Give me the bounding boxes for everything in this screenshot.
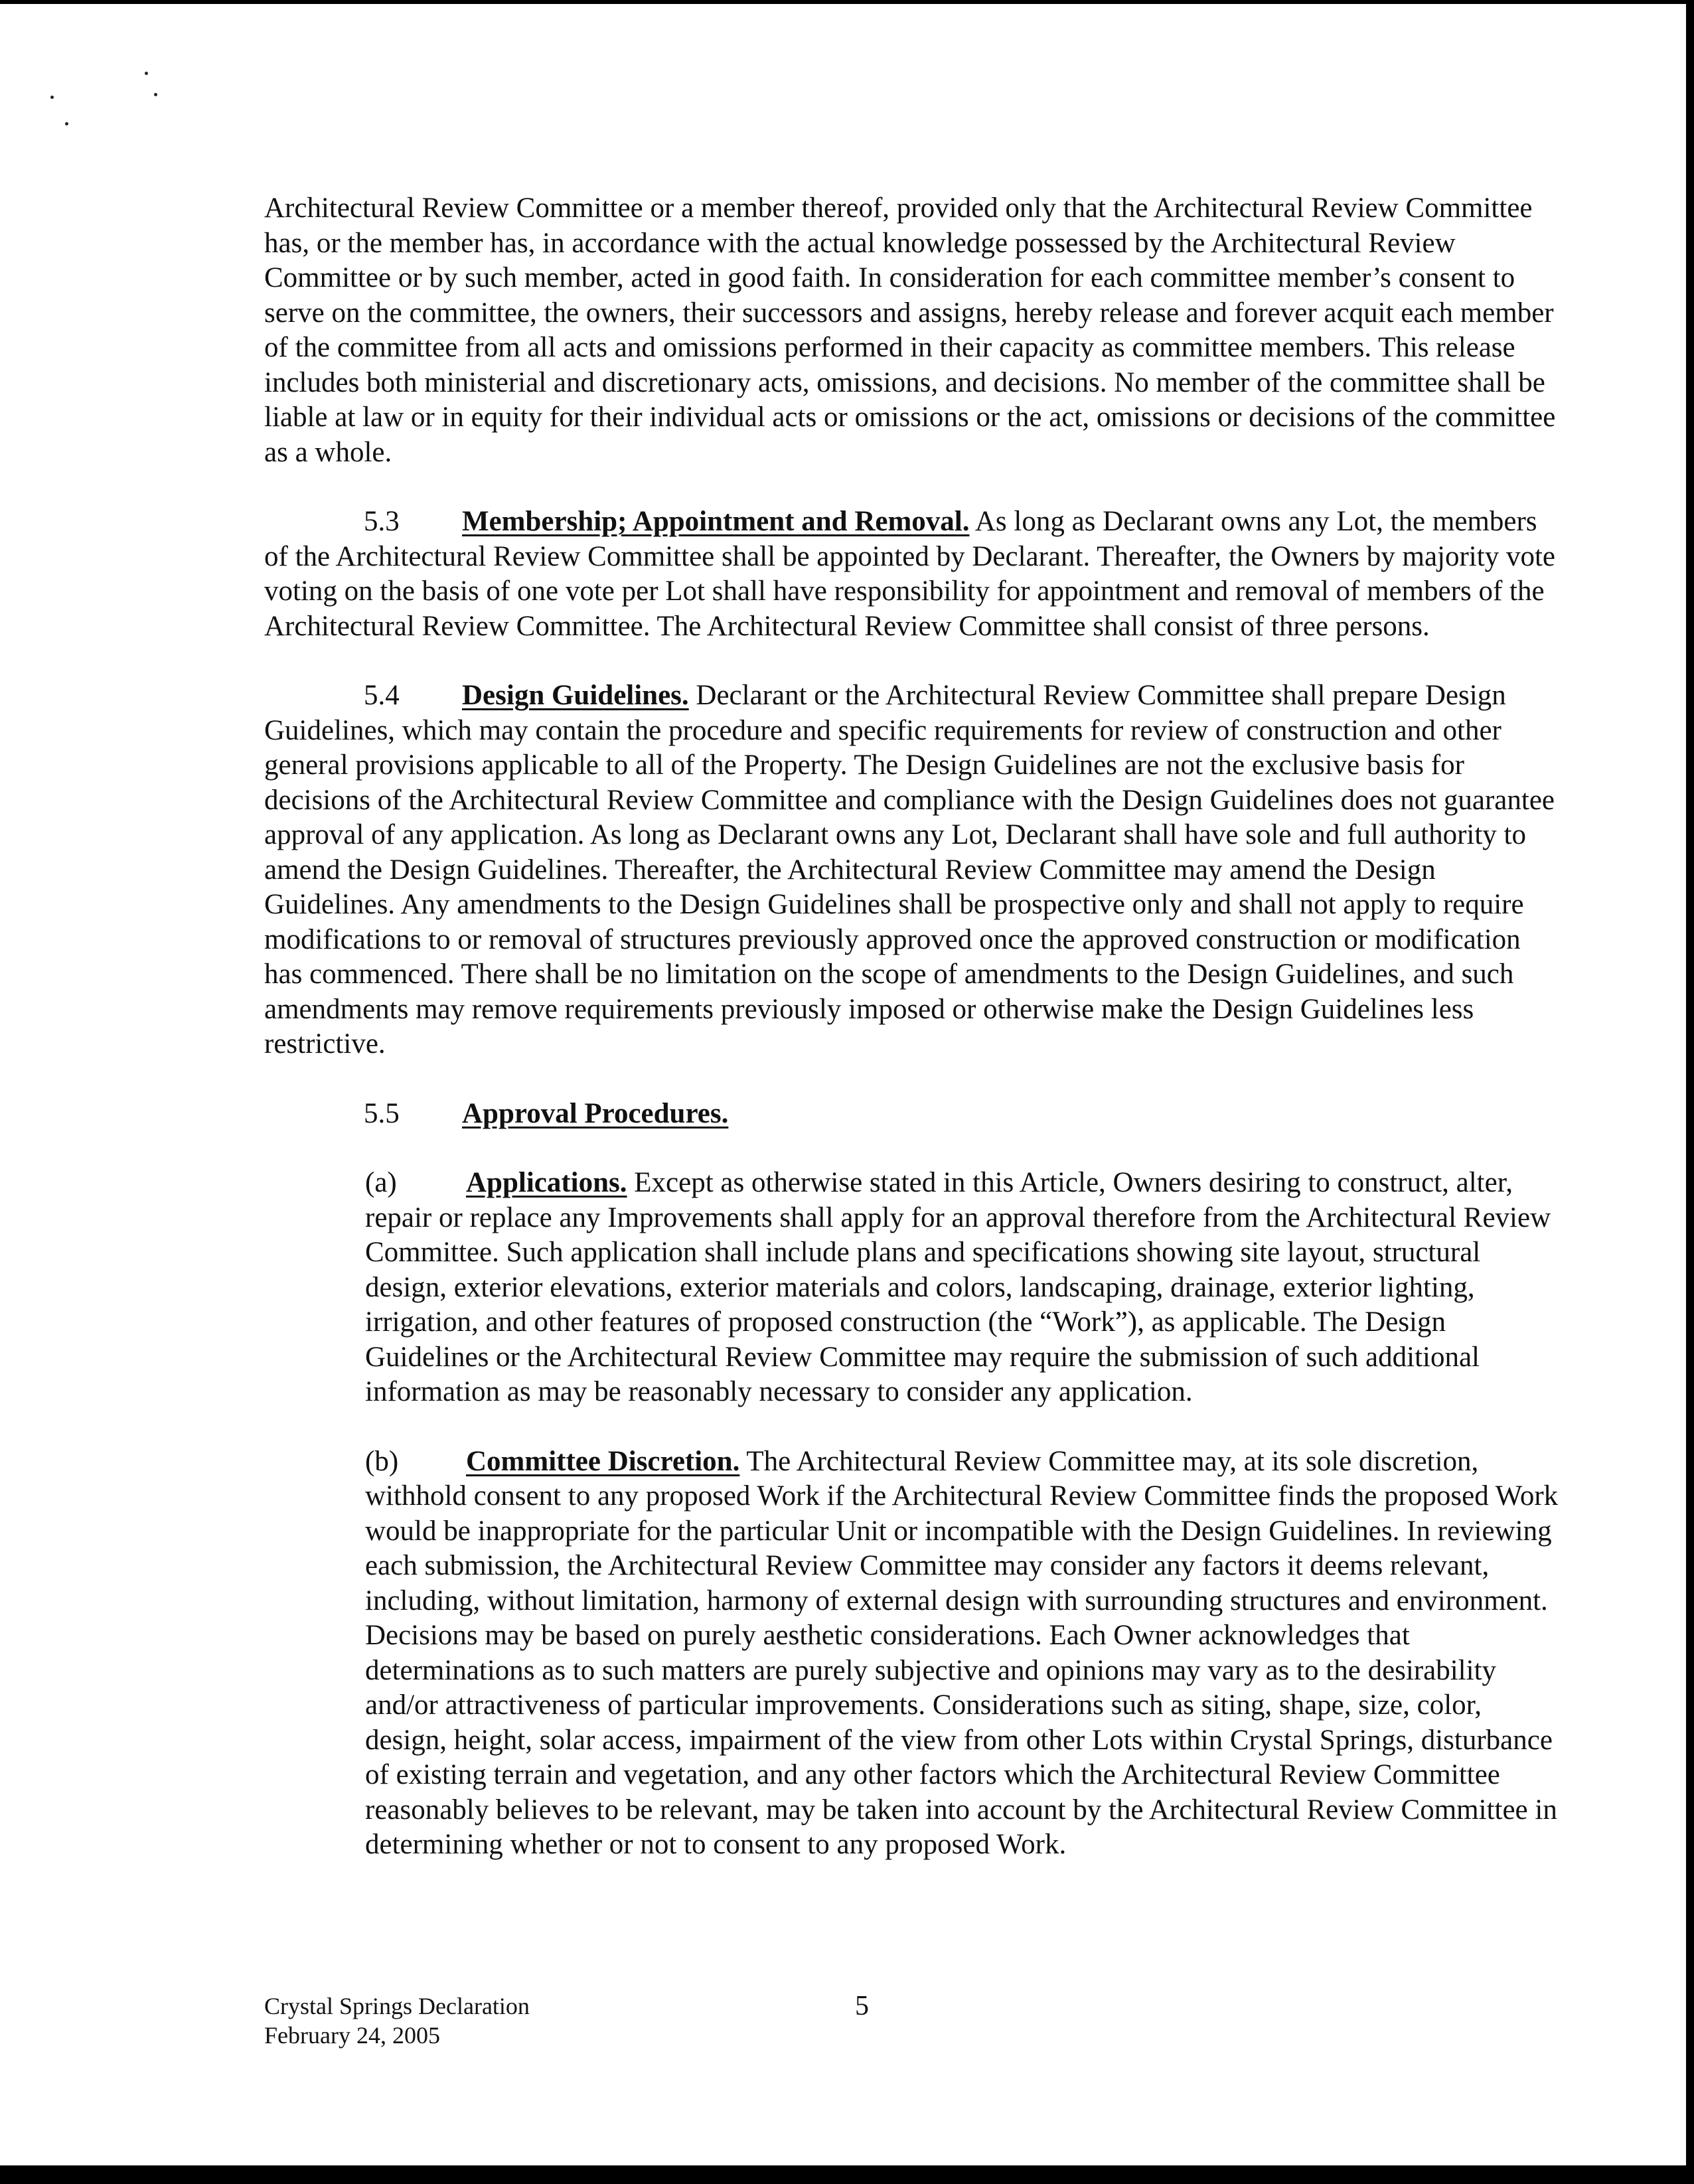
- subsection-text: The Architectural Review Committee may, at its sole discretion, withhold consent to any proposed Work if the Architectural Review Committee finds the proposed Work would be inappropriate for the particular Unit or incompatible with the Design Guidelines. In reviewing each submission, the Architectural Review Committee may consider any factors it deems relevant, including, without limitation, harmony of external design with surrounding structures and environment. Decisions may be based on purely aesthetic considerations. Each Owner acknowledges that determinations as to such matters are purely subjective and opinions may vary as to the desirability and/or attractiveness of particular improvements. Considerations such as siting, shape, size, color, design, height, solar access, impairment of the view from other Lots within Crystal Springs, disturbance of existing terrain and vegetation, and any other factors which the Architectural Review Committee reasonably believes to be relevant, may be taken into account by the Architectural Review Committee in determining whether or not to consent to any proposed Work.: [365, 1445, 1559, 1860]
- section-5-3: [264, 505, 1559, 644]
- intro-paragraph: Architectural Review Committee or a member thereof, provided only that the Architectural Review Committee has, or the member has, in accordance with the actual knowledge possessed by the Architectural Review Committee or by such member, acted in good faith. In consideration for each committee member’s consent to serve on the committee, the owners, their successors and assigns, hereby release and forever acquit each member of the committee from all acts and omissions performed in their capacity as committee members. This release includes both ministerial and discretionary acts, omissions, and decisions. No member of the committee shall be liable at law or in equity for their individual acts or omissions or the act, omissions or decisions of the committee as a whole.: [264, 193, 1556, 468]
- page-number: 5: [855, 1991, 869, 2021]
- subsection-text: Except as otherwise stated in this Article, Owners desiring to construct, alter, repair or replace any Improvements shall apply for an approval therefore from the Architectural Review Committee. Such application shall include plans and specifications showing site layout, structural design, exterior elevations, exterior materials and colors, landscaping, drainage, exterior lighting, irrigation, and other features of proposed construction (the “Work”), as applicable. The Design Guidelines or the Architectural Review Committee may require the submission of such additional information as may be reasonably necessary to consider any application.: [365, 1167, 1551, 1407]
- subsection-heading: Committee Discretion.: [466, 1445, 740, 1477]
- footer-doc-info: [264, 1991, 530, 2050]
- section-heading: Design Guidelines.: [462, 680, 689, 711]
- section-5-4: [264, 678, 1559, 1062]
- section-number: 5.5: [364, 1097, 400, 1129]
- subsection-a: [264, 1166, 1559, 1410]
- document-page: [264, 191, 1559, 1897]
- section-5-5: [264, 1097, 1559, 1132]
- section-heading: Approval Procedures.: [462, 1097, 729, 1129]
- footer-doc-title: Crystal Springs Declaration: [264, 1993, 530, 2019]
- section-number: 5.4: [364, 680, 400, 711]
- section-text: Declarant or the Architectural Review Committee shall prepare Design Guidelines, which may contain the procedure and specific requirements for review of construction and other general provisions applicable to all of the Property. The Design Guidelines are not the exclusive basis for decisions of the Architectural Review Committee and compliance with the Design Guidelines does not guarantee approval of any application. As long as Declarant owns any Lot, Declarant shall have sole and full authority to amend the Design Guidelines. Thereafter, the Architectural Review Committee may amend the Design Guidelines. Any amendments to the Design Guidelines shall be prospective only and shall not apply to require modifications to or removal of structures previously approved once the approved construction or modification has commenced. There shall be no limitation on the scope of amendments to the Design Guidelines, and such amendments may remove requirements previously imposed or otherwise make the Design Guidelines less restrictive.: [264, 680, 1555, 1059]
- section-heading: Membership; Appointment and Removal.: [462, 506, 970, 537]
- subsection-label: (a): [365, 1167, 397, 1198]
- section-number: 5.3: [364, 506, 400, 537]
- subsection-label: (b): [365, 1445, 399, 1477]
- subsection-heading: Applications.: [466, 1167, 627, 1198]
- footer-date: February 24, 2005: [264, 2022, 440, 2049]
- section-text: As long as Declarant owns any Lot, the members of the Architectural Review Committee shall be appointed by Declarant. Thereafter, the Owners by majority vote voting on the basis of one vote per Lot shall have responsibility for appointment and removal of members of the Architectural Review Committee. The Architectural Review Committee shall consist of three persons.: [264, 506, 1555, 642]
- subsection-b: [264, 1444, 1559, 1863]
